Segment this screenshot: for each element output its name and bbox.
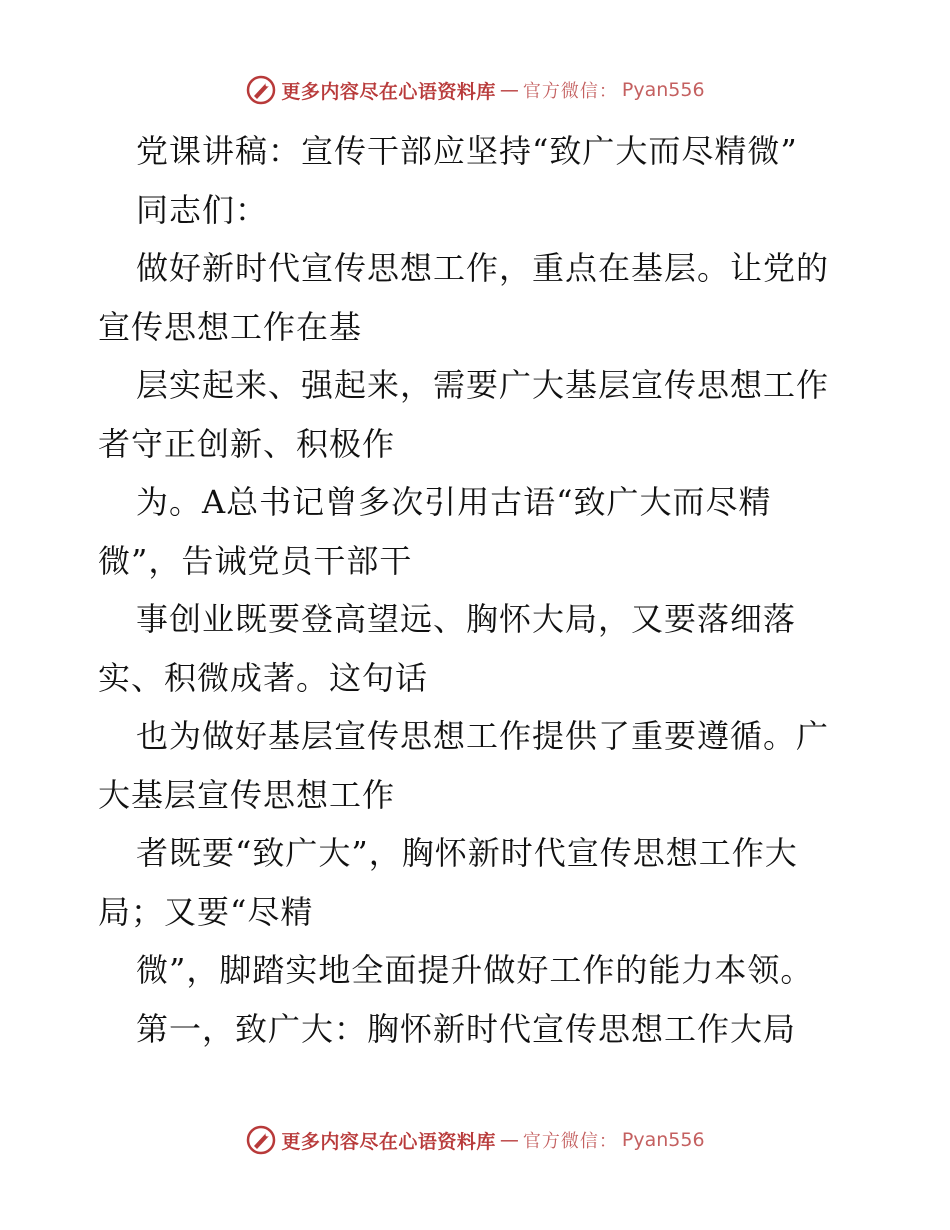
document-body xyxy=(98,122,858,1058)
salutation: 同志们： xyxy=(136,190,269,229)
banner-official-label: 官方微信： xyxy=(522,1131,618,1152)
banner-wechat-id: Pyan556 xyxy=(621,79,705,101)
paragraph-line: 微”，脚踏实地全面提升做好工作的能力本领。 xyxy=(136,951,814,989)
paragraph-line: 也为做好基层宣传思想工作提供了重要遵循。广 xyxy=(136,717,830,755)
paragraph-line: 做好新时代宣传思想工作，重点在基层。让党的 xyxy=(136,249,830,287)
paragraph-line: 实、积微成著。这句话 xyxy=(98,658,429,697)
section-heading: 第一，致广大：胸怀新时代宣传思想工作大局 xyxy=(136,1009,797,1048)
banner-official-label: 官方微信： xyxy=(522,81,618,102)
paragraph-line: 微”，告诫党员干部干 xyxy=(98,541,413,580)
paragraph-line: 者既要“致广大”，胸怀新时代宣传思想工作大 xyxy=(136,834,798,872)
paragraph-line: 者守正创新、积极作 xyxy=(98,424,396,463)
pen-logo-icon xyxy=(245,74,277,106)
banner-main-text: 更多内容尽在心语资料库 xyxy=(281,1130,496,1153)
paragraph-line: 事创业既要登高望远、胸怀大局，又要落细落 xyxy=(136,600,797,638)
paragraph-line: 层实起来、强起来，需要广大基层宣传思想工作 xyxy=(136,366,830,404)
banner-dash: — xyxy=(499,1129,519,1151)
header-banner xyxy=(0,70,950,110)
pen-logo-icon xyxy=(245,1124,277,1156)
document-title: 党课讲稿：宣传干部应坚持“致广大而尽精微” xyxy=(136,132,798,170)
banner-main-text: 更多内容尽在心语资料库 xyxy=(281,80,496,103)
paragraph-line: 局；又要“尽精 xyxy=(98,892,314,931)
banner-wechat-id: Pyan556 xyxy=(621,1129,705,1151)
paragraph-line: 为。A总书记曾多次引用古语“致广大而尽精 xyxy=(136,483,772,521)
footer-banner xyxy=(0,1120,950,1160)
banner-dash: — xyxy=(499,79,519,101)
paragraph-line: 大基层宣传思想工作 xyxy=(98,775,396,814)
paragraph-line: 宣传思想工作在基 xyxy=(98,307,363,346)
